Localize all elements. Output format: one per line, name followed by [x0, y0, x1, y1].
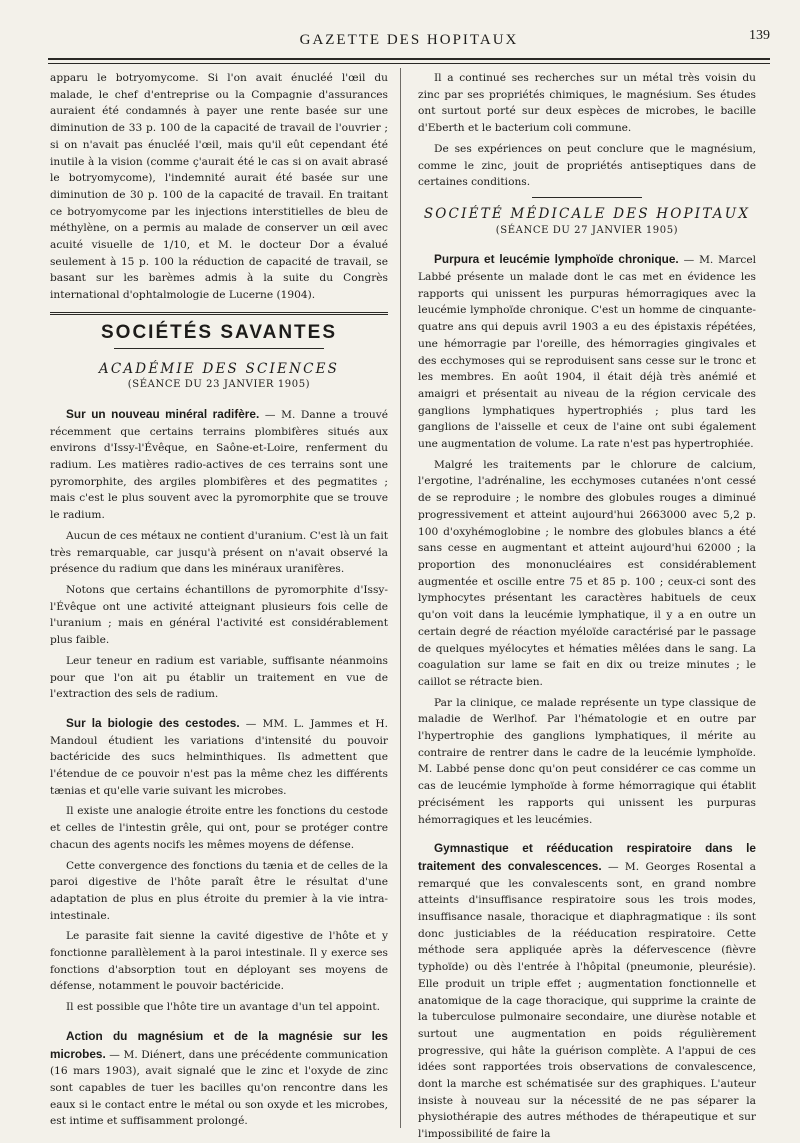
article-magnesium [50, 1028, 388, 1130]
society-meeting-date: (SÉANCE DU 27 JANVIER 1905) [495, 224, 679, 236]
article-lead: — M. Danne a trouvé récemment que certains terrains plombifères situés aux environs d'Issy-l'Évêque, en Saône-et-Loire, renferment du radium. Les matières radio-actives de ces terrains sont une pyromorphite, des argiles plombifères et des pegmatites ; mais c'est le plus souvent avec la pyromorphite que se trouve le radium. [50, 408, 388, 522]
article-paragraph: Aucun de ces métaux ne contient d'uranium. C'est là un fait très remarquable, car jusqu'à présent on n'avait observé la présence du radium que dans les minéraux uranifères. [50, 529, 388, 576]
continuation-paragraph: Il a continué ses recherches sur un métal très voisin du zinc par ses propriétés chimiques, le magnésium. Ses études ont surtout porté sur deux espèces de microbes, le bacille d'Eberth et le bacterium coli commune. [418, 72, 756, 135]
page-header [48, 26, 770, 54]
article-lead: — M. Georges Rosental a remarqué que les convalescents sont, en grand nombre atteints d'insuffisance respiratoire sous les trois modes, insuffisance nasale, thoracique et diaphragmatique : ils sont donc justiciables de la rééducation respiratoire. Cette méthode sera appliquée après la défervescence (fièvre typhoïde) ou dès l'entrée à l'hôpital (pneumonie, pleurésie). Elle produit un triple effet ; augmentation fonctionnelle et anatomique de la cage thoracique, qui supprime la crainte de la tuberculose pulmonaire secondaire, une diurèse notable et surtout une augmentation en poids régulièrement progressive, qui hâte la guérison complète. A l'appui de ces idées sont rapportées trois observations de convalescence, dont la marche est schématisée sur des graphiques. L'auteur insiste à nouveau sur la nécessité de ne pas séparer la physiothérapie des autres méthodes de thérapeutique et sur l'impossibilité de faire la [418, 860, 757, 1141]
article-paragraph: Par la clinique, ce malade représente un type classique de maladie de Werlhof. Par l'hématologie et en outre par l'hypertrophie des ganglions lymphatiques, il mérite au contraire de rentrer dans le cadre de la leucémie lymphoïde. M. Labbé pense donc qu'on peut considérer ce cas comme un cas de leucémie lymphoïde à forme hémorragique qui établit précisément les rapports qui unissent les purpuras hémorragiques et les leucémies. [418, 696, 756, 826]
article-lead: — MM. L. Jammes et H. Mandoul étudient les variations d'intensité du pouvoir bactéricide des sucs helminthiques. Ils admettent que l'étendue de ce pouvoir n'est pas la même chez les différents tænias et qu'elle varie suivant les microbes. [50, 717, 388, 797]
article-paragraph: Il est possible que l'hôte tire un avantage d'un tel appoint. [66, 1001, 381, 1014]
article-cestodes [50, 715, 388, 1016]
article-heading: Gymnastique et rééducation respiratoire dans le traitement des convalescences. [418, 841, 756, 873]
ornament-rule [532, 197, 642, 198]
section-rule-bottom [114, 348, 324, 349]
continuation-paragraph: De ses expériences on peut conclure que le magnésium, comme le zinc, jouit de propriétés antiseptiques dans de certaines conditions. [418, 142, 756, 189]
academy-title: ACADÉMIE DES SCIENCES [98, 360, 340, 377]
article-paragraph: Cette convergence des fonctions du tænia et de celles de la paroi digestive de l'hôte paraît être le résultat d'une adaptation de plus en plus étroite du premier à la vie intra-intestinale. [50, 859, 388, 922]
article-heading: Action du magnésium et de la magnésie sur les microbes. [50, 1028, 388, 1061]
page-number: 139 [749, 28, 770, 43]
article-paragraph [50, 715, 388, 800]
article-radifere [50, 406, 388, 703]
header-rule-thin [48, 63, 770, 64]
article-paragraph [418, 251, 756, 452]
article-paragraph: Le parasite fait sienne la cavité digestive de l'hôte et y fonctionne parallèlement à la paroi intestinale. Il y exerce ses fonctions d'absorption tout en déployant ses moyens de défense, notamment le pouvoir bactéricide. [50, 930, 388, 993]
academy-meeting-date: (SÉANCE DU 23 JANVIER 1905) [127, 379, 311, 391]
section-title: SOCIÉTÉS SAVANTES [101, 321, 337, 343]
article-paragraph: Notons que certains échantillons de pyromorphite d'Issy-l'Évêque ont une activité atteignant plusieurs fois celle de l'uranium ; mais en général l'activité est considérablement plus faible. [50, 583, 388, 647]
left-column [50, 70, 388, 1130]
article-purpura [418, 251, 756, 828]
article-heading: Sur un nouveau minéral radifère. [66, 406, 260, 421]
header-rule [48, 58, 770, 60]
intro-paragraph: apparu le botryomycome. Si l'on avait énucléé l'œil du malade, le chef d'entreprise ou la Compagnie d'assurances auraient été condamnés à payer une rente basée sur une diminution de 33 p. 100 de la capacité de travail de l'ouvrier ; si on n'avait pas énucléé l'œil, mais qu'il eût cependant été inutile à la vision (comme ç'aurait été le cas si on avait abrasé le botryomycome), l'indemnité aurait été basée sur une diminution de 30 p. 100 de la capacité de travail. En traitant ce botryomycome par les injections interstitielles de bleu de méthylène, on a permis au malade de conserver un œil avec acuité visuelle de 1/10, et M. le docteur Dor a évalué seulement à 15 p. 100 la réduction de capacité de travail, se basant sur les barèmes admis à la suite du Congrès international d'ophtalmologie de Lucerne (1904). [50, 72, 388, 302]
society-title: SOCIÉTÉ MÉDICALE DES HOPITAUX [423, 205, 751, 222]
right-column [418, 70, 757, 1141]
article-paragraph: Leur teneur en radium est variable, suffisante néanmoins pour que l'on ait pu établir un traitement en vue de l'extraction des sels de radium. [50, 654, 388, 701]
column-divider [400, 68, 401, 1128]
article-heading: Sur la biologie des cestodes. [66, 715, 240, 730]
article-lead: — M. Marcel Labbé présente un malade dont le cas met en évidence les rapports qui unissent les purpuras hémorragiques avec la leucémie lymphoïde chronique. C'est un homme de cinquante-quatre ans qui depuis avril 1903 a eu des épistaxis répétées, une hémorragie par l'oreille, des hémorragies gingivales et des ecchymoses qui se reproduisent sans cesse sur le tronc et les membres. En août 1904, il était déjà très anémié et amaigri et présentait au niveau de la région cervicale des ganglions lymphatiques hypertrophiés ; plus tard les ganglions de l'aisselle et ceux de l'aine ont subi également une augmentation de volume. La rate n'est pas hypertrophiée. [418, 254, 756, 451]
article-heading: Purpura et leucémie lymphoïde chronique. [434, 252, 679, 267]
section-rule-top [50, 312, 388, 315]
article-gymnastique [418, 840, 756, 1143]
article-lead: — M. Diénert, dans une précédente communication (16 mars 1903), avait signalé que le zinc et l'oxyde de zinc sont capables de tuer les bacilles qu'on rencontre dans les eaux si le contact entre le métal ou son oxyde et les microbes, est intime et suffisamment prolongé. [50, 1048, 388, 1128]
article-paragraph [50, 1028, 388, 1130]
article-paragraph [50, 406, 388, 524]
article-paragraph [418, 840, 756, 1143]
running-title: GAZETTE DES HOPITAUX [299, 32, 519, 48]
article-paragraph: Il existe une analogie étroite entre les fonctions du cestode et celles de l'intestin grêle, qui ont, pour se protéger contre chacun des agents nocifs les mêmes moyens de défense. [50, 805, 388, 851]
article-paragraph: Malgré les traitements par le chlorure de calcium, l'ergotine, l'adrénaline, les ecchymoses cutanées n'ont cessé de se reproduire ; le nombre des globules rouges a diminué progressivement et atteint aujourd'hui 2663000 avec 5,2 p. 100 d'oxyhémoglobine ; le nombre des globules blancs a été sans cesse en augmentant et atteint aujourd'hui 62000 ; la proportion des mononucléaires est considérablement augmentée et oscille entre 75 et 85 p. 100 ; ceux-ci sont des lymphocytes présentant les caractères habituels de ceux qu'on voit dans la leucémie lymphatique, il y a en outre un certain degré de réaction myéloïde caractérisé par le passage de quelques myélocytes et hématies mêlées dans le sang. La coagulation sur lame se fait en dix ou treize minutes ; le caillot se rétracte bien. [418, 458, 756, 688]
